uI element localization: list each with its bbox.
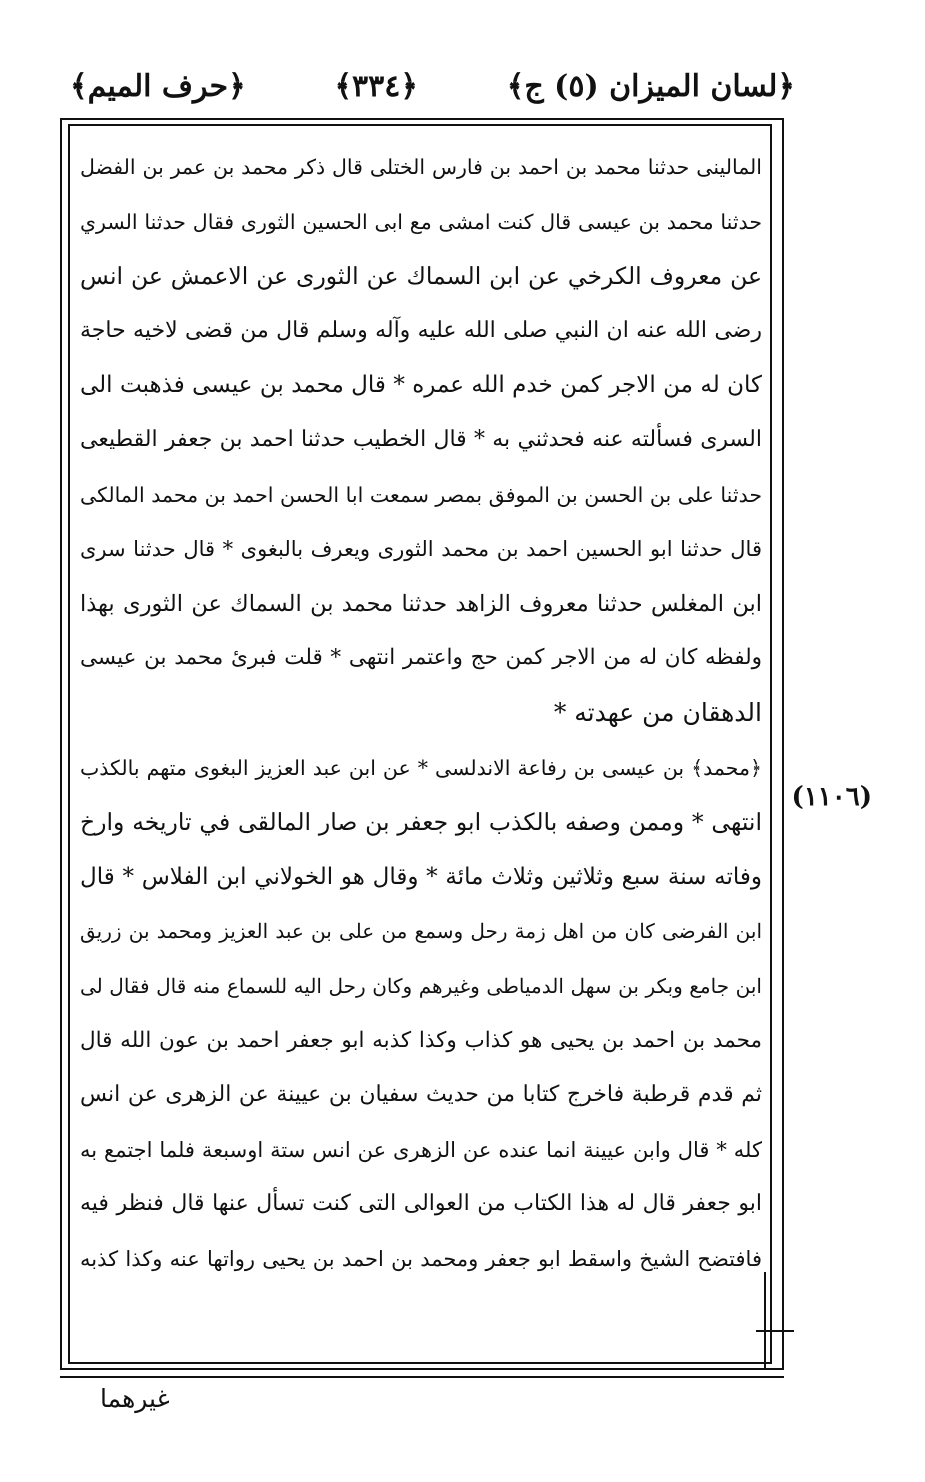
catchword: غيرهما (100, 1384, 170, 1413)
main-text (80, 140, 762, 1286)
text-line: وفاته سنة سبع وثلاثين وثلاث مائة * وقال هو الخولاني ابن الفلاس * قال (80, 863, 762, 890)
text-line: ابو جعفر قال له هذا الكتاب من العوالى التى كنت تسأل عنها قال فنظر فيه (80, 1191, 762, 1217)
book-title: ﴿لسان الميزان (٥) ج﴾ (506, 68, 795, 104)
text-line: المالينى حدثنا محمد بن احمد بن فارس الختلى قال ذكر محمد بن عمر بن الفضل (80, 155, 762, 179)
text-line: انتهى * وممن وصفه بالكذب ابو جعفر بن صار المالقى في تاريخه وارخ (80, 808, 762, 837)
text-line: ثم قدم قرطبة فاخرج كتابا من حديث سفيان بن عيينة عن الزهرى عن انس (80, 1082, 762, 1108)
page-number: ﴿٣٣٤﴾ (334, 68, 418, 104)
margin-mark (756, 1330, 794, 1332)
text-line: ولفظه كان له من الاجر كمن حج واعتمر انتهى * قلت فبرئ محمد بن عيسى (80, 645, 762, 671)
text-line: السرى فسألته عنه فحدثني به * قال الخطيب حدثنا احمد بن جعفر القطيعى (80, 426, 762, 452)
text-line: الدهقان من عهدته * (553, 697, 762, 727)
text-line: ابن الفرضى كان من اهل زمة رحل وسمع من على بن عبد العزيز ومحمد بن زريق (80, 919, 762, 944)
text-line: قال حدثنا ابو الحسين احمد بن محمد الثورى ويعرف بالبغوى * قال حدثنا سرى (80, 537, 762, 562)
text-line: حدثنا على بن الحسن بن الموفق بمصر سمعت ابا الحسن احمد بن محمد المالكى (80, 482, 762, 507)
entry-number: (١١٠٦) (791, 782, 872, 812)
text-line: عن معروف الكرخي عن ابن السماك عن الثورى عن الاعمش عن انس (80, 262, 762, 291)
text-line: كله * قال وابن عيينة انما عنده عن الزهرى عن انس ستة اوسبعة فلما اجتمع به (80, 1137, 762, 1162)
text-line: رضى الله عنه ان النبي صلى الله عليه وآله وسلم قال من قضى لاخيه حاجة (80, 317, 762, 343)
text-line: حدثنا محمد بن عيسى قال كنت امشى مع ابى الحسين الثورى فقال حدثنا السري (80, 209, 762, 234)
text-line: ابن جامع وبكر بن سهل الدمياطى وغيرهم وكان رحل اليه للسماع منه قال فقال لى (80, 973, 762, 998)
running-header (70, 58, 795, 114)
frame-bottom-rule (60, 1376, 784, 1378)
text-line: ﴿محمد﴾ بن عيسى بن رفاعة الاندلسى * عن ابن عبد العزيز البغوى متهم بالكذب (80, 755, 762, 780)
margin-rule (764, 1272, 766, 1368)
chapter-title: ﴿حرف الميم﴾ (70, 68, 246, 104)
text-line: محمد بن احمد بن يحيى هو كذاب وكذا كذبه ابو جعفر احمد بن عون الله قال (80, 1027, 762, 1053)
text-line: كان له من الاجر كمن خدم الله عمره * قال محمد بن عيسى فذهبت الى (80, 372, 762, 399)
text-line: ابن المغلس حدثنا معروف الزاهد حدثنا محمد بن السماك عن الثورى بهذا (80, 590, 762, 617)
text-line: فافتضح الشيخ واسقط ابو جعفر ومحمد بن احمد بن يحيى رواتها عنه وكذا كذبه (80, 1246, 762, 1271)
